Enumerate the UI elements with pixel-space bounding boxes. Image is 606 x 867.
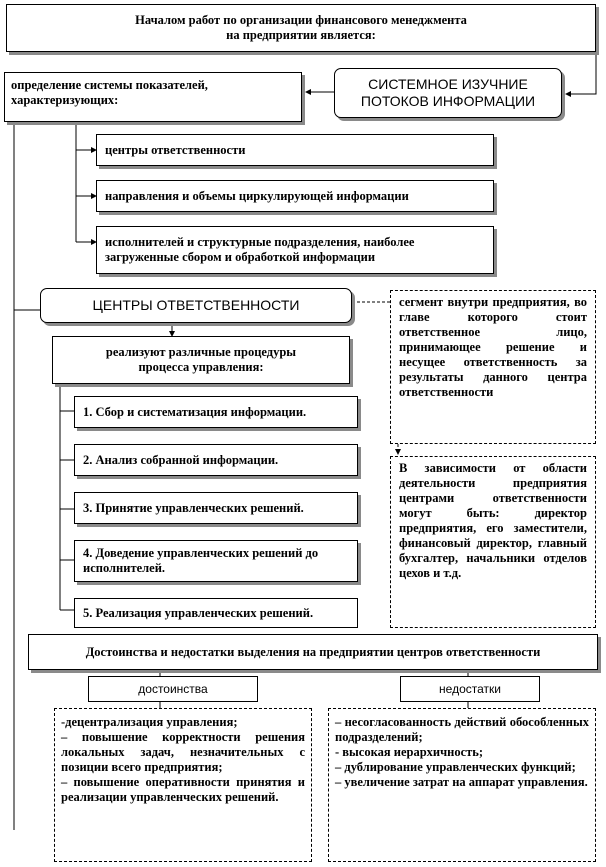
heads-note-text: В зависимости от области деятельности предприятия центрами ответственности могут быть: директор предприятия, его заместители, финансовый директор, главный бухгалтер, начальники отделов цехов и т.д. <box>399 461 587 580</box>
pros-cons-title-box <box>28 634 598 670</box>
cons-list <box>328 708 596 862</box>
indicators-line2: характеризующих: <box>11 93 119 107</box>
step-3-text: 3. Принятие управленческих решений. <box>83 500 304 515</box>
indicator-item-3 <box>96 226 494 274</box>
procedures-line2: процесса управления: <box>138 360 264 374</box>
cons-item-3: – дублирование управленческих функций; <box>335 760 576 774</box>
system-study-box <box>334 68 562 118</box>
step-4-text: 4. Доведение управленческих решений до исполнителей. <box>83 546 319 575</box>
pros-list <box>54 708 312 862</box>
title-line1: Началом работ по организации финансового менеджмента <box>135 13 467 27</box>
indicator-item-1 <box>96 134 494 166</box>
pros-item-1: -децентрализация управления; <box>61 715 238 729</box>
title-to-study-line <box>566 52 596 94</box>
indicator-item-3-text: исполнителей и структурные подразделения, наиболее загруженные сбором и обработкой информации <box>105 235 415 264</box>
indicators-box <box>4 72 302 122</box>
title-box <box>6 4 596 52</box>
indicator-item-2-text: направления и объемы циркулирующей информации <box>105 188 409 203</box>
indicator-item-1-text: центры ответственности <box>105 142 246 157</box>
cons-label-box <box>400 676 540 702</box>
system-study-line2: ПОТОКОВ ИНФОРМАЦИИ <box>360 93 536 109</box>
procedures-box <box>52 336 350 384</box>
pros-label-box <box>88 676 258 702</box>
step-5 <box>74 598 358 628</box>
cons-item-1: – несогласованность действий обособленных подразделений; <box>335 715 589 744</box>
step-1 <box>74 396 358 428</box>
cons-label: недостатки <box>439 681 501 696</box>
step-5-text: 5. Реализация управленческих решений. <box>83 605 314 620</box>
centers-box <box>40 288 352 323</box>
step-2 <box>74 444 358 476</box>
centers-label: ЦЕНТРЫ ОТВЕТСТВЕННОСТИ <box>92 297 300 313</box>
procedures-line1: реализуют различные процедуры <box>105 345 297 359</box>
step-3 <box>74 492 358 524</box>
indicator-item-2 <box>96 180 494 212</box>
step-2-text: 2. Анализ собранной информации. <box>83 452 279 467</box>
pros-label: достоинства <box>138 681 208 696</box>
pros-item-2: – повышение корректности решения локальных задач, незначительных с позиции всего предприятия; <box>61 730 305 774</box>
heads-note <box>390 456 596 628</box>
system-study-line1: СИСТЕМНОЕ ИЗУЧНИЕ <box>368 76 528 92</box>
indicators-line1: определение системы показателей, <box>11 78 208 92</box>
pros-item-3: – повышение оперативности принятия и реализации управленческих решений. <box>61 775 305 804</box>
title-line2: на предприятии является: <box>226 28 376 42</box>
cons-item-2: - высокая иерархичность; <box>335 745 484 759</box>
pros-cons-title: Достоинства и недостатки выделения на предприятии центров ответственности <box>85 644 541 659</box>
step-1-text: 1. Сбор и систематизация информации. <box>83 404 307 419</box>
cons-item-4: – увеличение затрат на аппарат управления. <box>335 775 588 789</box>
step-4 <box>74 540 358 582</box>
segment-note-text: сегмент внутри предприятия, во главе которого стоит ответственное лицо, принимающее решение и несущее ответственность за результаты данного центра ответственности <box>399 295 587 399</box>
segment-note <box>390 290 596 444</box>
